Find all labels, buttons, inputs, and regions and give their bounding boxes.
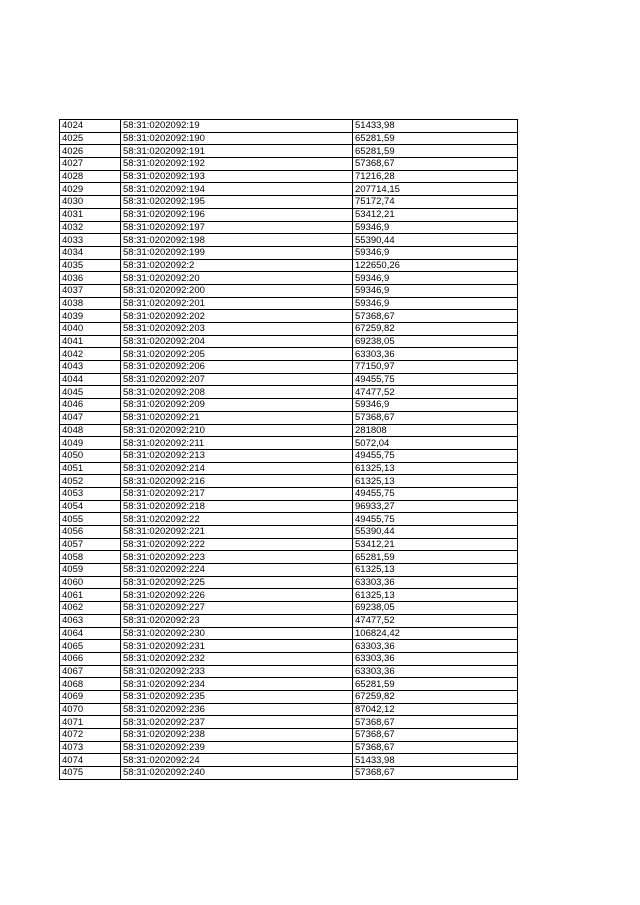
table-row	[60, 297, 518, 310]
cadastral-number-cell: 58:31:0202092:200	[121, 284, 353, 297]
value-cell: 63303,36	[353, 576, 518, 589]
table-row	[60, 120, 518, 133]
row-number-cell: 4046	[60, 399, 121, 412]
table-row	[60, 373, 518, 386]
value-cell: 57368,67	[353, 158, 518, 171]
cadastral-number-cell: 58:31:0202092:192	[121, 158, 353, 171]
cadastral-number-cell: 58:31:0202092:222	[121, 538, 353, 551]
row-number-cell: 4043	[60, 361, 121, 374]
row-number-cell: 4050	[60, 449, 121, 462]
row-number-cell: 4028	[60, 170, 121, 183]
cadastral-number-cell: 58:31:0202092:194	[121, 183, 353, 196]
table-row	[60, 678, 518, 691]
cadastral-number-cell: 58:31:0202092:226	[121, 589, 353, 602]
table-row	[60, 576, 518, 589]
table-row	[60, 729, 518, 742]
row-number-cell: 4070	[60, 703, 121, 716]
value-cell: 59346,9	[353, 246, 518, 259]
value-cell: 57368,67	[353, 310, 518, 323]
cadastral-number-cell: 58:31:0202092:196	[121, 208, 353, 221]
value-cell: 63303,36	[353, 665, 518, 678]
cadastral-number-cell: 58:31:0202092:22	[121, 513, 353, 526]
table-row	[60, 665, 518, 678]
cadastral-number-cell: 58:31:0202092:197	[121, 221, 353, 234]
table-row	[60, 487, 518, 500]
value-cell: 71216,28	[353, 170, 518, 183]
value-cell: 49455,75	[353, 487, 518, 500]
table-row	[60, 754, 518, 767]
table-row	[60, 196, 518, 209]
value-cell: 53412,21	[353, 538, 518, 551]
cadastral-number-cell: 58:31:0202092:191	[121, 145, 353, 158]
value-cell: 5072,04	[353, 437, 518, 450]
row-number-cell: 4071	[60, 716, 121, 729]
row-number-cell: 4052	[60, 475, 121, 488]
table-row	[60, 526, 518, 539]
row-number-cell: 4053	[60, 487, 121, 500]
row-number-cell: 4045	[60, 386, 121, 399]
row-number-cell: 4044	[60, 373, 121, 386]
table-row	[60, 640, 518, 653]
cadastral-number-cell: 58:31:0202092:233	[121, 665, 353, 678]
table-row	[60, 614, 518, 627]
table-row	[60, 132, 518, 145]
cadastral-number-cell: 58:31:0202092:237	[121, 716, 353, 729]
value-cell: 96933,27	[353, 500, 518, 513]
value-cell: 47477,52	[353, 614, 518, 627]
row-number-cell: 4072	[60, 729, 121, 742]
table-row	[60, 323, 518, 336]
cadastral-number-cell: 58:31:0202092:209	[121, 399, 353, 412]
table-row	[60, 564, 518, 577]
table-row	[60, 551, 518, 564]
value-cell: 47477,52	[353, 386, 518, 399]
table-row	[60, 234, 518, 247]
value-cell: 61325,13	[353, 475, 518, 488]
cadastral-number-cell: 58:31:0202092:221	[121, 526, 353, 539]
cadastral-number-cell: 58:31:0202092:232	[121, 652, 353, 665]
row-number-cell: 4036	[60, 272, 121, 285]
table-row	[60, 272, 518, 285]
cadastral-number-cell: 58:31:0202092:193	[121, 170, 353, 183]
table-row	[60, 221, 518, 234]
cadastral-number-cell: 58:31:0202092:239	[121, 741, 353, 754]
value-cell: 65281,59	[353, 678, 518, 691]
cadastral-number-cell: 58:31:0202092:204	[121, 335, 353, 348]
cadastral-number-cell: 58:31:0202092:216	[121, 475, 353, 488]
value-cell: 69238,05	[353, 335, 518, 348]
row-number-cell: 4051	[60, 462, 121, 475]
row-number-cell: 4039	[60, 310, 121, 323]
cadastral-number-cell: 58:31:0202092:24	[121, 754, 353, 767]
table-row	[60, 183, 518, 196]
row-number-cell: 4024	[60, 120, 121, 133]
row-number-cell: 4056	[60, 526, 121, 539]
table-row	[60, 399, 518, 412]
cadastral-number-cell: 58:31:0202092:238	[121, 729, 353, 742]
table-row	[60, 449, 518, 462]
row-number-cell: 4062	[60, 602, 121, 615]
table-row	[60, 284, 518, 297]
value-cell: 49455,75	[353, 449, 518, 462]
value-cell: 87042,12	[353, 703, 518, 716]
table-row	[60, 437, 518, 450]
row-number-cell: 4030	[60, 196, 121, 209]
table-row	[60, 424, 518, 437]
table-row	[60, 158, 518, 171]
cadastral-number-cell: 58:31:0202092:231	[121, 640, 353, 653]
value-cell: 69238,05	[353, 602, 518, 615]
value-cell: 53412,21	[353, 208, 518, 221]
table-row	[60, 500, 518, 513]
value-cell: 65281,59	[353, 145, 518, 158]
table-row	[60, 310, 518, 323]
cadastral-number-cell: 58:31:0202092:223	[121, 551, 353, 564]
cadastral-number-cell: 58:31:0202092:210	[121, 424, 353, 437]
table-row	[60, 145, 518, 158]
cadastral-number-cell: 58:31:0202092:23	[121, 614, 353, 627]
cadastral-number-cell: 58:31:0202092:198	[121, 234, 353, 247]
row-number-cell: 4034	[60, 246, 121, 259]
row-number-cell: 4058	[60, 551, 121, 564]
table-body	[60, 120, 518, 780]
table-row	[60, 716, 518, 729]
value-cell: 65281,59	[353, 132, 518, 145]
cadastral-number-cell: 58:31:0202092:195	[121, 196, 353, 209]
value-cell: 67259,82	[353, 323, 518, 336]
row-number-cell: 4068	[60, 678, 121, 691]
cadastral-number-cell: 58:31:0202092:201	[121, 297, 353, 310]
table-row	[60, 259, 518, 272]
value-cell: 59346,9	[353, 272, 518, 285]
value-cell: 49455,75	[353, 513, 518, 526]
table-row	[60, 335, 518, 348]
value-cell: 207714,15	[353, 183, 518, 196]
row-number-cell: 4035	[60, 259, 121, 272]
cadastral-number-cell: 58:31:0202092:207	[121, 373, 353, 386]
table-row	[60, 462, 518, 475]
value-cell: 63303,36	[353, 348, 518, 361]
row-number-cell: 4033	[60, 234, 121, 247]
cadastral-number-cell: 58:31:0202092:225	[121, 576, 353, 589]
cadastral-number-cell: 58:31:0202092:208	[121, 386, 353, 399]
table-row	[60, 602, 518, 615]
row-number-cell: 4032	[60, 221, 121, 234]
table-row	[60, 627, 518, 640]
row-number-cell: 4042	[60, 348, 121, 361]
row-number-cell: 4055	[60, 513, 121, 526]
cadastral-number-cell: 58:31:0202092:202	[121, 310, 353, 323]
row-number-cell: 4041	[60, 335, 121, 348]
row-number-cell: 4074	[60, 754, 121, 767]
value-cell: 77150,97	[353, 361, 518, 374]
cadastral-number-cell: 58:31:0202092:235	[121, 690, 353, 703]
value-cell: 281808	[353, 424, 518, 437]
cadastral-number-cell: 58:31:0202092:190	[121, 132, 353, 145]
row-number-cell: 4061	[60, 589, 121, 602]
value-cell: 106824,42	[353, 627, 518, 640]
cadastral-number-cell: 58:31:0202092:224	[121, 564, 353, 577]
row-number-cell: 4048	[60, 424, 121, 437]
value-cell: 59346,9	[353, 221, 518, 234]
value-cell: 122650,26	[353, 259, 518, 272]
row-number-cell: 4038	[60, 297, 121, 310]
table-row	[60, 386, 518, 399]
table-row	[60, 170, 518, 183]
value-cell: 51433,98	[353, 120, 518, 133]
table-row	[60, 538, 518, 551]
value-cell: 59346,9	[353, 297, 518, 310]
cadastral-number-cell: 58:31:0202092:213	[121, 449, 353, 462]
cadastral-number-cell: 58:31:0202092:227	[121, 602, 353, 615]
cadastral-number-cell: 58:31:0202092:214	[121, 462, 353, 475]
row-number-cell: 4031	[60, 208, 121, 221]
value-cell: 57368,67	[353, 767, 518, 780]
row-number-cell: 4075	[60, 767, 121, 780]
cadastral-number-cell: 58:31:0202092:211	[121, 437, 353, 450]
table-row	[60, 690, 518, 703]
row-number-cell: 4029	[60, 183, 121, 196]
cadastral-number-cell: 58:31:0202092:199	[121, 246, 353, 259]
table-row	[60, 475, 518, 488]
row-number-cell: 4067	[60, 665, 121, 678]
value-cell: 51433,98	[353, 754, 518, 767]
cadastral-number-cell: 58:31:0202092:218	[121, 500, 353, 513]
value-cell: 65281,59	[353, 551, 518, 564]
row-number-cell: 4025	[60, 132, 121, 145]
value-cell: 57368,67	[353, 741, 518, 754]
row-number-cell: 4054	[60, 500, 121, 513]
value-cell: 61325,13	[353, 564, 518, 577]
value-cell: 59346,9	[353, 284, 518, 297]
data-table	[59, 119, 518, 780]
value-cell: 59346,9	[353, 399, 518, 412]
row-number-cell: 4040	[60, 323, 121, 336]
cadastral-number-cell: 58:31:0202092:230	[121, 627, 353, 640]
table-row	[60, 208, 518, 221]
table-row	[60, 361, 518, 374]
cadastral-number-cell: 58:31:0202092:21	[121, 411, 353, 424]
row-number-cell: 4026	[60, 145, 121, 158]
value-cell: 55390,44	[353, 526, 518, 539]
row-number-cell: 4069	[60, 690, 121, 703]
cadastral-number-cell: 58:31:0202092:234	[121, 678, 353, 691]
table-row	[60, 767, 518, 780]
row-number-cell: 4027	[60, 158, 121, 171]
cadastral-number-cell: 58:31:0202092:203	[121, 323, 353, 336]
table-row	[60, 589, 518, 602]
value-cell: 75172,74	[353, 196, 518, 209]
row-number-cell: 4049	[60, 437, 121, 450]
table-row	[60, 348, 518, 361]
value-cell: 57368,67	[353, 716, 518, 729]
row-number-cell: 4063	[60, 614, 121, 627]
value-cell: 67259,82	[353, 690, 518, 703]
cadastral-number-cell: 58:31:0202092:19	[121, 120, 353, 133]
cadastral-number-cell: 58:31:0202092:206	[121, 361, 353, 374]
row-number-cell: 4057	[60, 538, 121, 551]
table-row	[60, 513, 518, 526]
cadastral-number-cell: 58:31:0202092:240	[121, 767, 353, 780]
cadastral-number-cell: 58:31:0202092:236	[121, 703, 353, 716]
value-cell: 61325,13	[353, 462, 518, 475]
cadastral-number-cell: 58:31:0202092:217	[121, 487, 353, 500]
row-number-cell: 4060	[60, 576, 121, 589]
table-row	[60, 652, 518, 665]
row-number-cell: 4073	[60, 741, 121, 754]
row-number-cell: 4037	[60, 284, 121, 297]
value-cell: 55390,44	[353, 234, 518, 247]
table-row	[60, 703, 518, 716]
value-cell: 49455,75	[353, 373, 518, 386]
value-cell: 61325,13	[353, 589, 518, 602]
value-cell: 57368,67	[353, 729, 518, 742]
row-number-cell: 4047	[60, 411, 121, 424]
cadastral-number-cell: 58:31:0202092:20	[121, 272, 353, 285]
value-cell: 57368,67	[353, 411, 518, 424]
row-number-cell: 4065	[60, 640, 121, 653]
row-number-cell: 4059	[60, 564, 121, 577]
value-cell: 63303,36	[353, 652, 518, 665]
row-number-cell: 4066	[60, 652, 121, 665]
value-cell: 63303,36	[353, 640, 518, 653]
table-row	[60, 741, 518, 754]
cadastral-number-cell: 58:31:0202092:2	[121, 259, 353, 272]
cadastral-number-cell: 58:31:0202092:205	[121, 348, 353, 361]
row-number-cell: 4064	[60, 627, 121, 640]
table-row	[60, 246, 518, 259]
table-row	[60, 411, 518, 424]
